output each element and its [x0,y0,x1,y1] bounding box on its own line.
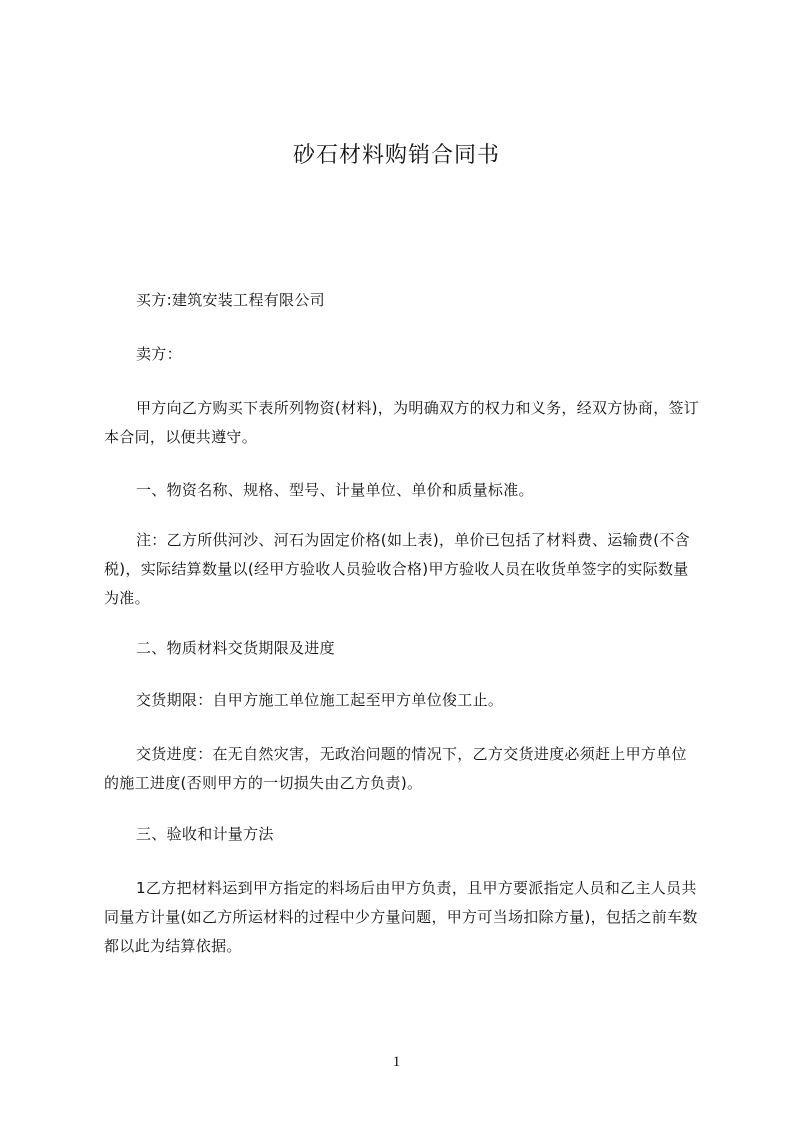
section-3-heading: 三、验收和计量方法 [136,825,274,843]
delivery-progress: 交货进度：在无自然灾害，无政治问题的情况下，乙方交货进度必须赶上甲方单位的施工进度(否则甲方的一切损失由乙方负责)。 [104,745,687,792]
page-number: 1 [392,1054,401,1070]
section-2-heading: 二、物质材料交货期限及进度 [136,639,335,657]
delivery-period: 交货期限：自甲方施工单位施工起至甲方单位俊工止。 [136,691,504,709]
note-paragraph: 注：乙方所供河沙、河石为固定价格(如上表)，单价已包括了材料费、运输费(不含税)，实际结算数量以(经甲方验收人员验收合格)甲方验收人员在收货单签字的实际数量为准。 [104,531,690,607]
intro-paragraph: 甲方向乙方购买下表所列物资(材料)，为明确双方的权力和义务，经双方协商，签订本合同，以便共遵守。 [104,399,700,446]
acceptance-item-1: 1乙方把材料运到甲方指定的料场后由甲方负责，且甲方要派指定人员和乙主人员共同量方计量(如乙方所运材料的过程中少方量问题，甲方可当场扣除方量)，包括之前车数都以此为结算依据。 [104,879,698,955]
buyer-line: 买方:建筑安装工程有限公司 [136,291,325,309]
section-1-heading: 一、物资名称、规格、型号、计量单位、单价和质量标准。 [136,481,534,499]
seller-line: 卖方： [136,345,182,363]
page-title: 砂石材料购销合同书 [292,143,500,168]
